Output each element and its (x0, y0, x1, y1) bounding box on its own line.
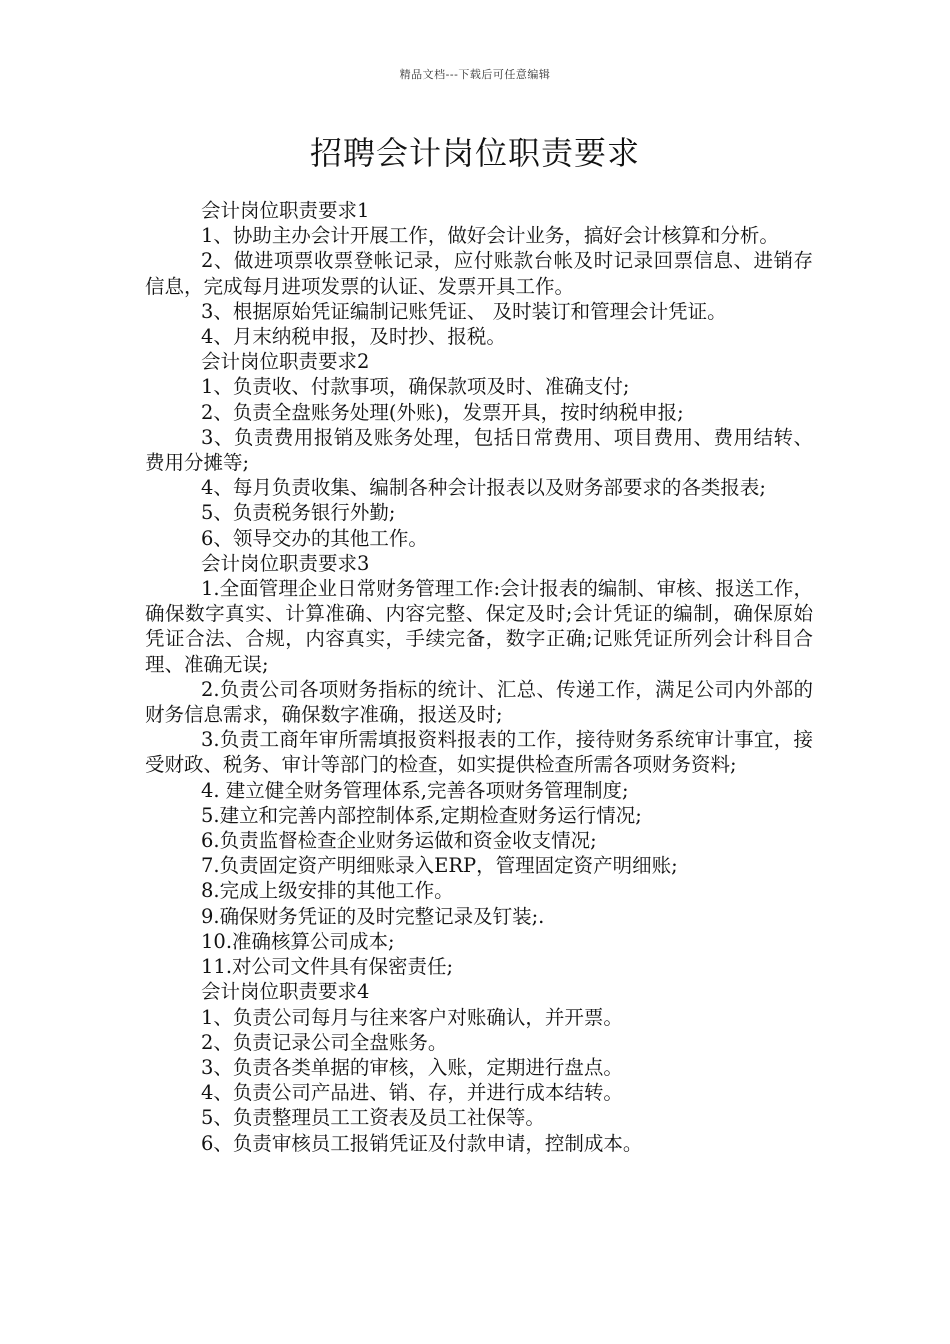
list-item: 3、负责各类单据的审核，入账，定期进行盘点。 (201, 1055, 623, 1079)
list-item: 2、负责全盘账务处理(外账)，发票开具，按时纳税申报; (201, 400, 684, 424)
section-heading: 会计岗位职责要求4 (201, 980, 370, 1004)
list-item: 1、负责公司每月与往来客户对账确认，并开票。 (201, 1005, 623, 1029)
list-item: 3.负责工商年审所需填报资料报表的工作，接待财务系统审计事宜，接受财政、税务、审计等部门的检查，如实提供检查所需各项财务资料; (145, 728, 813, 777)
document-body (145, 198, 813, 1156)
list-item: 4. 建立健全财务管理体系,完善各项财务管理制度; (201, 778, 629, 802)
list-item: 5.建立和完善内部控制体系,定期检查财务运行情况; (201, 803, 642, 827)
list-item: 6.负责监督检查企业财务运做和资金收支情况; (201, 829, 597, 853)
page-header: 精品文档---下载后可任意编辑 (399, 68, 551, 81)
list-item: 2、做进项票收票登帐记录，应付账款台帐及时记录回票信息、进销存信息，完成每月进项发票的认证、发票开具工作。 (145, 249, 813, 298)
section-heading: 会计岗位职责要求2 (201, 350, 370, 374)
list-item: 10.准确核算公司成本; (201, 929, 395, 953)
list-item: 6、领导交办的其他工作。 (201, 526, 428, 550)
list-item: 7.负责固定资产明细账录入ERP，管理固定资产明细账; (201, 854, 678, 878)
section-heading: 会计岗位职责要求3 (201, 551, 370, 575)
section-heading: 会计岗位职责要求1 (201, 199, 370, 222)
list-item: 4、负责公司产品进、销、存，并进行成本结转。 (201, 1081, 623, 1105)
list-item: 1.全面管理企业日常财务管理工作:会计报表的编制、审核、报送工作，确保数字真实、计算准确、内容完整、保定及时;会计凭证的编制，确保原始凭证合法、合规，内容真实，手续完备，数字正确;记账凭证所列会计科目合理、准确无误; (145, 577, 813, 676)
list-item: 2.负责公司各项财务指标的统计、汇总、传递工作，满足公司内外部的财务信息需求，确保数字准确，报送及时; (145, 677, 813, 727)
list-item: 3、负责费用报销及账务处理，包括日常费用、项目费用、费用结转、费用分摊等; (145, 425, 813, 475)
list-item: 11.对公司文件具有保密责任; (201, 955, 454, 979)
list-item: 6、负责审核员工报销凭证及付款申请，控制成本。 (201, 1131, 643, 1155)
list-item: 1、负责收、付款事项，确保款项及时、准确支付; (201, 375, 630, 399)
list-item: 2、负责记录公司全盘账务。 (201, 1030, 448, 1054)
list-item: 5、负责整理员工工资表及员工社保等。 (201, 1106, 545, 1130)
list-item: 1、协助主办会计开展工作，做好会计业务，搞好会计核算和分析。 (201, 224, 779, 248)
list-item: 3、根据原始凭证编制记账凭证、 及时装订和管理会计凭证。 (201, 299, 727, 323)
list-item: 9.确保财务凭证的及时完整记录及钉装;. (201, 904, 545, 928)
list-item: 4、月末纳税申报，及时抄、报税。 (201, 325, 506, 349)
list-item: 5、负责税务银行外勤; (201, 501, 396, 525)
document-title: 招聘会计岗位职责要求 (309, 134, 640, 172)
list-item: 8.完成上级安排的其他工作。 (201, 879, 454, 903)
list-item: 4、每月负责收集、编制各种会计报表以及财务部要求的各类报表; (201, 476, 766, 500)
